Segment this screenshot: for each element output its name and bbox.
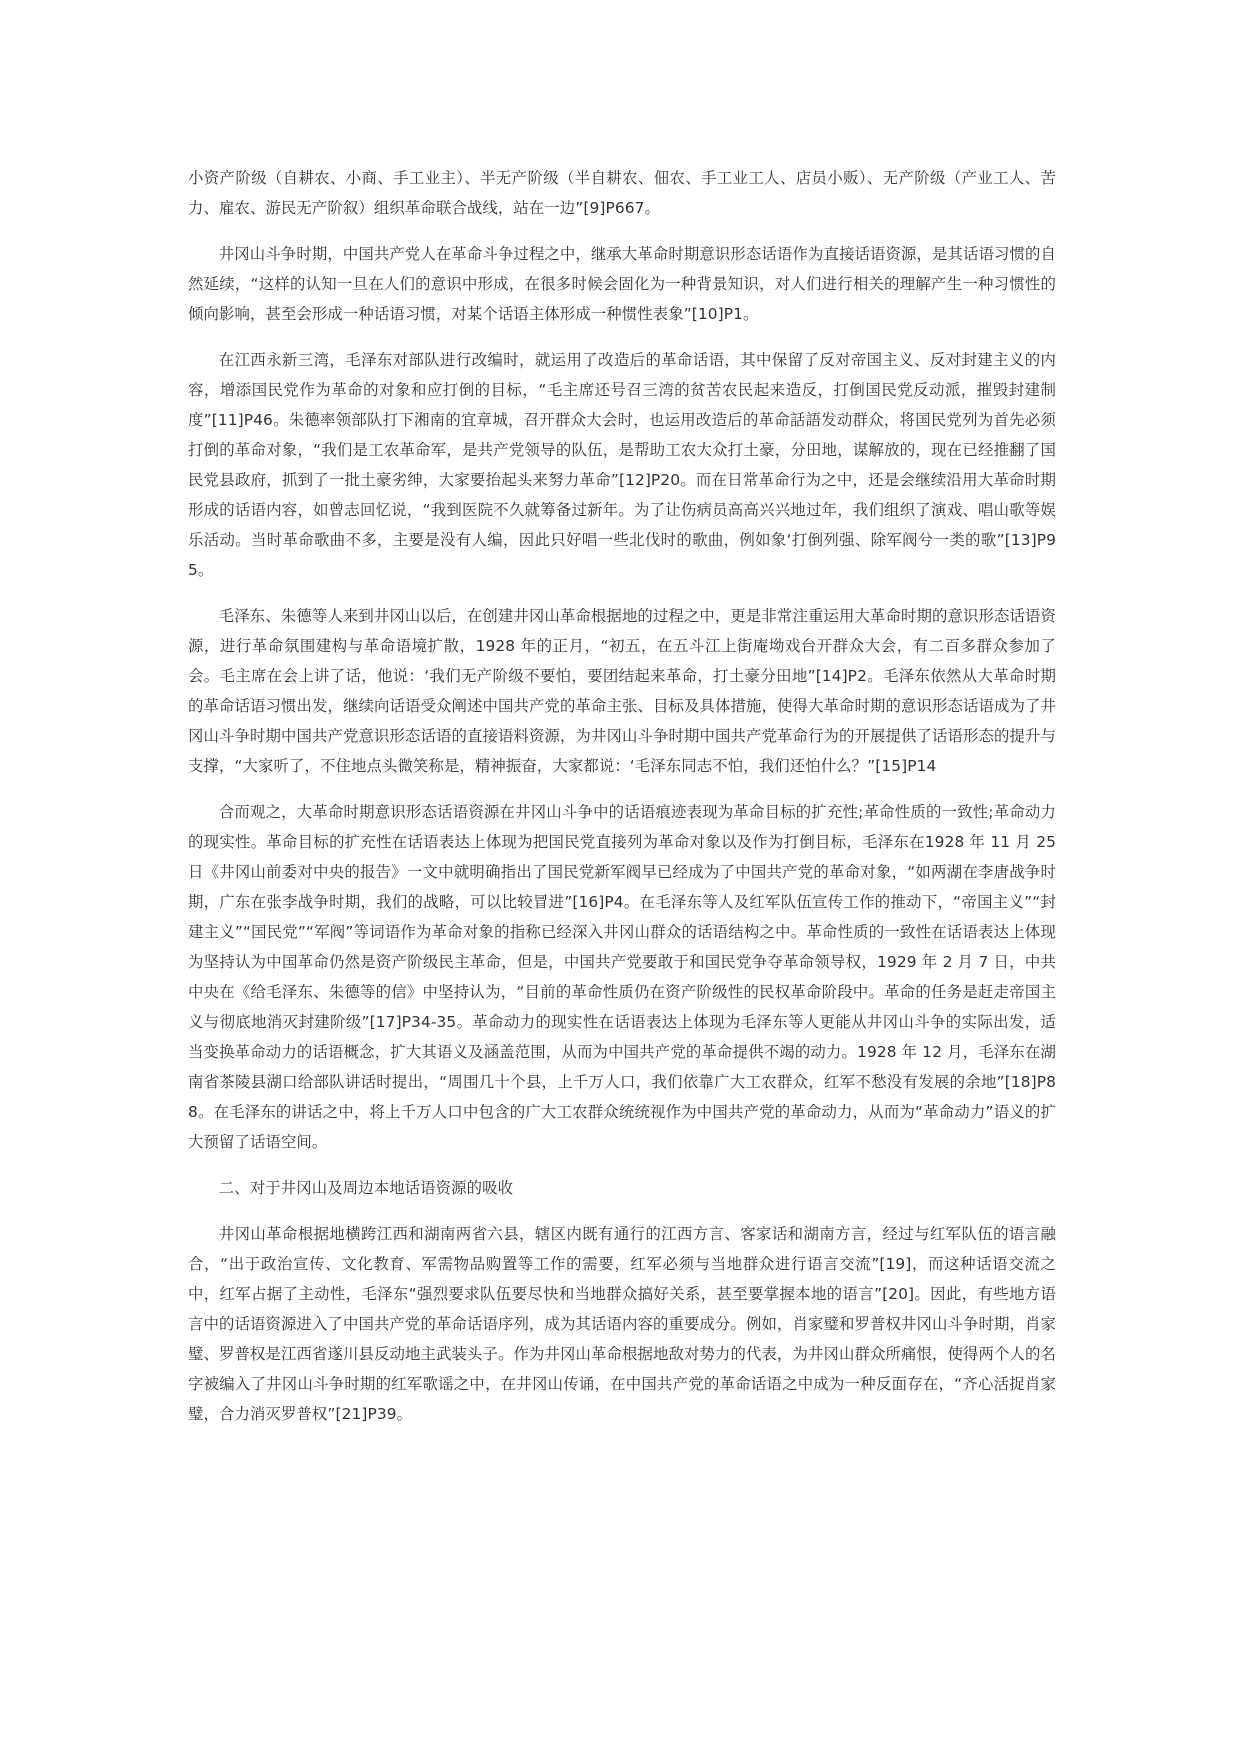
paragraph-6: 井冈山革命根据地横跨江西和湖南两省六县，辖区内既有通行的江西方言、客家话和湖南方言，经过与红军队伍的语言融合，“出于政治宣传、文化教育、军需物品购置等工作的需要，红军必须与当地群众进行语言交流”[19]，而这种话语交流之中，红军占据了主动性，毛泽东“强烈要求队伍要尽快和当地群众搞好关系，甚至要掌握本地的语言”[20]。因此，有些地方语言中的话语资源进入了中国共产党的革命话语序列，成为其话语内容的重要成分。例如，肖家璧和罗普权井冈山斗争时期，肖家璧、罗普权是江西省遂川县反动地主武装头子。作为井冈山革命根据地敌对势力的代表，为井冈山群众所痛恨，使得两个人的名字被编入了井冈山斗争时期的红军歌谣之中，在井冈山传诵，在中国共产党的革命话语之中成为一种反面存在，“齐心活捉肖家璧，合力消灭罗普权”[21]P39。 xyxy=(188,1225,1056,1423)
document-page xyxy=(188,163,1056,1445)
paragraph-1: 小资产阶级（自耕农、小商、手工业主）、半无产阶级（半自耕农、佃农、手工业工人、店员小贩）、无产阶级（产业工人、苦力、雇农、游民无产阶叙）组织革命联合战线，站在一边”[9]P667。 xyxy=(188,169,1056,217)
paragraph-5: 合而观之，大革命时期意识形态话语资源在井冈山斗争中的话语痕迹表现为革命目标的扩充性;革命性质的一致性;革命动力的现实性。革命目标的扩充性在话语表达上体现为把国民党直接列为革命对象以及作为打倒目标，毛泽东在1928 年 11 月 25 日《井冈山前委对中央的报告》一文中就明确指出了国民党新军阀早已经成为了中国共产党的革命对象，“如两湖在李唐战争时期，广东在张李战争时期，我们的战略，可以比较冒进”[16]P4。在毛泽东等人及红军队伍宣传工作的推动下，“帝国主义”“封建主义”“国民党”“军阀”等词语作为革命对象的指称已经深入井冈山群众的话语结构之中。革命性质的一致性在话语表达上体现为坚持认为中国革命仍然是资产阶级民主革命，但是，中国共产党要敢于和国民党争夺革命领导权，1929 年 2 月 7 日，中共中央在《给毛泽东、朱德等的信》中坚持认为，“目前的革命性质仍在资产阶级性的民权革命阶段中。革命的任务是赶走帝国主义与彻底地消灭封建阶级”[17]P34-35。革命动力的现实性在话语表达上体现为毛泽东等人更能从井冈山斗争的实际出发，适当变换革命动力的话语概念，扩大其语义及涵盖范围，从而为中国共产党的革命提供不竭的动力。1928 年 12 月，毛泽东在湖南省茶陵县湖口给部队讲话时提出，“周围几十个县，上千万人口，我们依靠广大工农群众，红军不愁没有发展的余地”[18]P88。在毛泽东的讲话之中，将上千万人口中包含的广大工农群众统统视作为中国共产党的革命动力，从而为“革命动力”语义的扩大预留了话语空间。 xyxy=(188,803,1056,1151)
section-heading: 二、对于井冈山及周边本地话语资源的吸收 xyxy=(218,1179,514,1197)
paragraph-2: 井冈山斗争时期，中国共产党人在革命斗争过程之中，继承大革命时期意识形态话语作为直接话语资源，是其话语习惯的自然延续，“这样的认知一旦在人们的意识中形成，在很多时候会固化为一种背景知识，对人们进行相关的理解产生一种习惯性的倾向影响，甚至会形成一种话语习惯，对某个话语主体形成一种惯性表象”[10]P1。 xyxy=(188,245,1056,323)
paragraph-4: 毛泽东、朱德等人来到井冈山以后，在创建井冈山革命根据地的过程之中，更是非常注重运用大革命时期的意识形态话语资源，进行革命氛围建构与革命语境扩散，1928 年的正月，“初五，在五斗江上街庵坳戏台开群众大会，有二百多群众参加了会。毛主席在会上讲了话，他说：‘我们无产阶级不要怕，要团结起来革命，打土豪分田地”[14]P2。毛泽东依然从大革命时期的革命话语习惯出发，继续向话语受众阐述中国共产党的革命主张、目标及具体措施，使得大革命时期的意识形态话语成为了井冈山斗争时期中国共产党意识形态话语的直接语料资源，为井冈山斗争时期中国共产党革命行为的开展提供了话语形态的提升与支撑，“大家听了，不住地点头微笑称是，精神振奋，大家都说：‘毛泽东同志不怕，我们还怕什么？”[15]P14 xyxy=(188,607,1056,775)
paragraph-3: 在江西永新三湾，毛泽东对部队进行改编时，就运用了改造后的革命话语，其中保留了反对帝国主义、反对封建主义的内容，增添国民党作为革命的对象和应打倒的目标，“毛主席还号召三湾的贫苦农民起来造反，打倒国民党反动派，摧毁封建制度”[11]P46。朱德率领部队打下湘南的宜章城，召开群众大会时，也运用改造后的革命話語发动群众，将国民党列为首先必须打倒的革命对象，“我们是工农革命军，是共产党领导的队伍，是帮助工农大众打土豪，分田地，谋解放的，现在已经推翻了国民党县政府，抓到了一批土豪劣绅，大家要抬起头来努力革命”[12]P20。而在日常革命行为之中，还是会继续沿用大革命时期形成的话语内容，如曾志回忆说，“我到医院不久就筹备过新年。为了让伤病员高高兴兴地过年，我们组织了演戏、唱山歌等娱乐活动。当时革命歌曲不多，主要是没有人编，因此只好唱一些北伐时的歌曲，例如象‘打倒列强、除军阀兮一类的歌”[13]P95。 xyxy=(188,351,1056,579)
